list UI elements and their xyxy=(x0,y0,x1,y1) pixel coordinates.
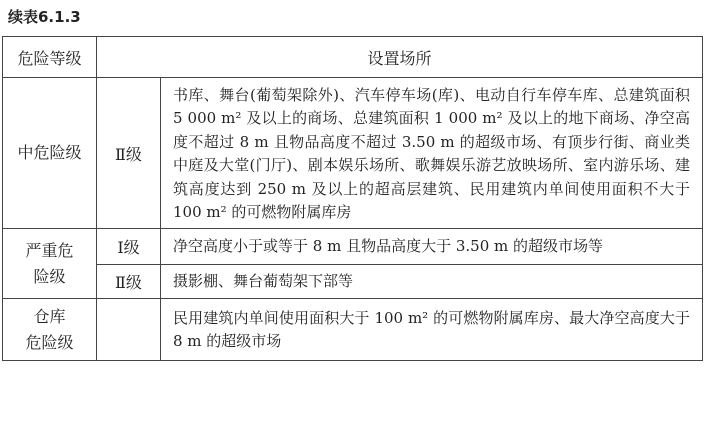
table-row xyxy=(3,78,703,229)
hazard-level-warehouse xyxy=(3,299,97,361)
places-cell: 民用建筑内单间使用面积大于 100 m² 的可燃物附属库房、最大净空高度大于 8 m 的超级市场 xyxy=(161,299,703,361)
grade-cell xyxy=(97,299,161,361)
hazard-level-medium: 中危险级 xyxy=(3,78,97,229)
table-header-row xyxy=(3,37,703,78)
table-caption: 续表6.1.3 xyxy=(8,8,81,26)
level-line: 危险级 xyxy=(25,332,74,352)
grade-cell: Ⅱ级 xyxy=(97,78,161,229)
table-row xyxy=(3,229,703,265)
places-cell: 书库、舞台(葡萄架除外)、汽车停车场(库)、电动自行车停车库、总建筑面积 5 000 m² 及以上的商场、总建筑面积 1 000 m² 及以上的地下商场、净空高度不超过 8 m 且物品高度不超过 3.50 m 的超级市场、有顶步行街、商业类中庭及大堂(门厅)、剧本娱乐场所、歌舞娱乐游艺放映场所、室内游乐场、建筑高度达到 250 m 及以上的超高层建筑、民用建筑内单间使用面积不大于 100 m² 的可燃物附属库房 xyxy=(161,78,703,229)
table-row xyxy=(3,265,703,299)
level-line: 险级 xyxy=(33,266,66,286)
hazard-classification-table xyxy=(2,36,703,361)
level-line: 仓库 xyxy=(33,306,66,326)
header-places: 设置场所 xyxy=(97,37,703,78)
hazard-level-serious xyxy=(3,229,97,299)
level-line: 严重危 xyxy=(25,240,74,260)
places-cell: 摄影棚、舞台葡萄架下部等 xyxy=(161,265,703,299)
grade-cell: Ⅰ级 xyxy=(97,229,161,265)
grade-cell: Ⅱ级 xyxy=(97,265,161,299)
header-hazard-level: 危险等级 xyxy=(3,37,97,78)
table-row xyxy=(3,299,703,361)
places-cell: 净空高度小于或等于 8 m 且物品高度大于 3.50 m 的超级市场等 xyxy=(161,229,703,265)
